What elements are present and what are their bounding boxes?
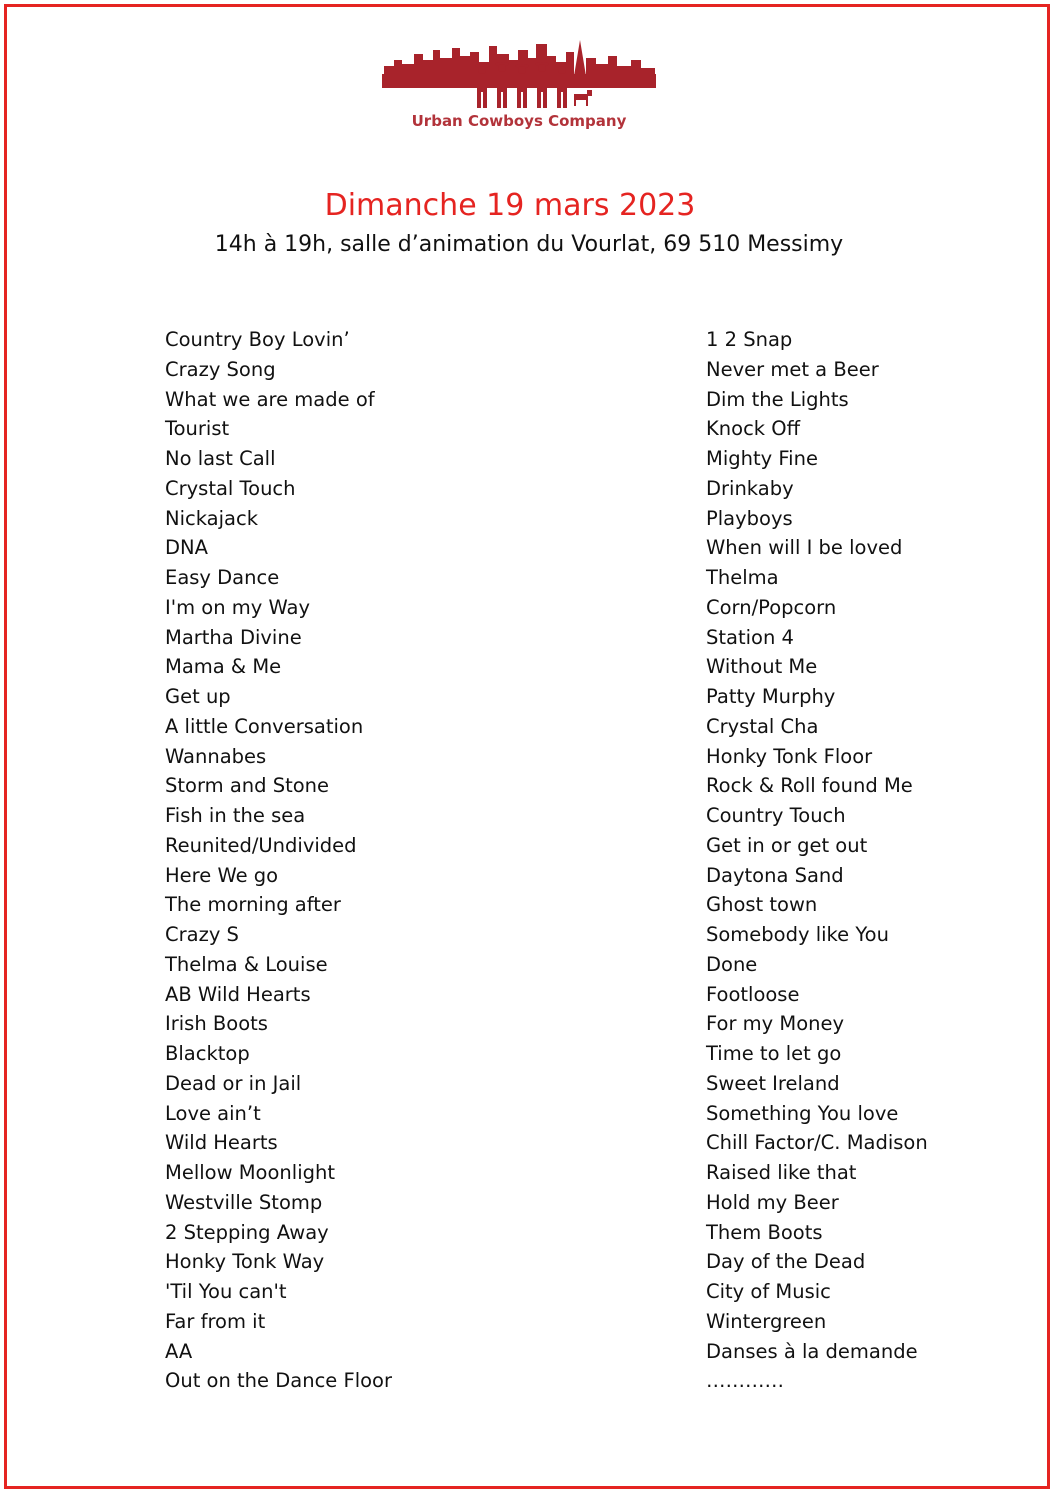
dance-item: Thelma & Louise (165, 952, 328, 976)
dance-item: When will I be loved (706, 536, 903, 560)
dance-item: Reunited/Undivided (165, 833, 357, 857)
dance-item: Rock & Roll found Me (706, 774, 913, 798)
dance-item: Wild Hearts (165, 1131, 278, 1155)
dance-item: 2 Stepping Away (165, 1220, 329, 1244)
dance-item: 'Til You can't (165, 1280, 287, 1303)
dance-item: DNA (165, 536, 208, 560)
dance-item: Knock Off (706, 417, 801, 441)
dance-item: Thelma (706, 566, 779, 589)
dance-item: Honky Tonk Way (165, 1250, 325, 1274)
dance-item: 1 2 Snap (706, 328, 793, 351)
dance-list-right (706, 325, 928, 1396)
dance-item: A little Conversation (165, 714, 364, 738)
dance-item: Crystal Cha (706, 714, 819, 738)
dance-item: Daytona Sand (706, 863, 844, 887)
dance-item: Out on the Dance Floor (165, 1369, 392, 1393)
dance-item: Without Me (706, 655, 818, 679)
dance-item: Tourist (165, 417, 230, 441)
event-subtitle: 14h à 19h, salle d’animation du Vourlat, 69 510 Messimy (214, 232, 844, 257)
dance-item: Mellow Moonlight (165, 1161, 335, 1184)
dance-item: Drinkaby (706, 476, 794, 500)
dance-item: Country Boy Lovin’ (165, 328, 350, 351)
dance-item: Danses à la demande (706, 1339, 918, 1363)
dance-item: Crazy S (165, 923, 239, 946)
dance-item: Patty Murphy (706, 685, 836, 708)
dance-item: Playboys (706, 506, 793, 530)
dance-item: Station 4 (706, 625, 794, 649)
dance-item: Done (706, 952, 758, 976)
dance-item: Ghost town (706, 893, 818, 917)
dance-item: Easy Dance (165, 566, 280, 589)
dance-item: AA (165, 1339, 193, 1363)
dance-item: Wannabes (165, 744, 267, 768)
dance-item: Mighty Fine (706, 447, 818, 470)
dance-item: Dim the Lights (706, 387, 849, 411)
dance-item: Crystal Touch (165, 476, 296, 500)
dance-item: Hold my Beer (706, 1190, 839, 1214)
dance-item: Nickajack (165, 506, 259, 530)
dance-item: Sweet Ireland (706, 1071, 840, 1095)
dance-item: Wintergreen (706, 1309, 827, 1333)
dance-item: AB Wild Hearts (165, 982, 311, 1006)
dance-item: Blacktop (165, 1042, 250, 1065)
dance-item: ………… (706, 1369, 784, 1393)
dance-item: The morning after (165, 893, 341, 917)
dance-item: Honky Tonk Floor (706, 744, 873, 768)
logo (378, 36, 660, 142)
dance-item: Fish in the sea (165, 804, 306, 827)
dance-item: Chill Factor/C. Madison (706, 1131, 928, 1155)
dance-item: Crazy Song (165, 357, 276, 381)
dance-item: Somebody like You (706, 923, 889, 946)
dance-item: Country Touch (706, 804, 846, 827)
dance-item: Raised like that (706, 1161, 857, 1184)
dance-item: Storm and Stone (165, 774, 330, 798)
dance-item: Footloose (706, 982, 800, 1006)
dance-item: Irish Boots (165, 1012, 268, 1036)
dance-item: Them Boots (706, 1220, 823, 1244)
dance-item: Here We go (165, 863, 279, 887)
dance-item: Mama & Me (165, 655, 282, 679)
dance-item: Day of the Dead (706, 1250, 866, 1274)
dance-item: Love ain’t (165, 1101, 261, 1125)
event-title: Dimanche 19 mars 2023 (324, 188, 696, 223)
dance-item: Get up (165, 685, 231, 708)
dance-item: What we are made of (165, 387, 375, 411)
dance-item: Westville Stomp (165, 1190, 323, 1214)
dance-item: Something You love (706, 1101, 899, 1125)
dance-item: Corn/Popcorn (706, 595, 837, 619)
dance-item: No last Call (165, 447, 276, 470)
dance-item: Dead or in Jail (165, 1071, 302, 1095)
dance-item: I'm on my Way (165, 595, 311, 619)
dance-item: Never met a Beer (706, 357, 879, 381)
dance-item: Far from it (165, 1309, 266, 1333)
dance-item: For my Money (706, 1012, 845, 1036)
dance-list-left (165, 325, 392, 1396)
dance-item: City of Music (706, 1280, 831, 1303)
city-skyline-cowboys-logo-icon (378, 36, 660, 112)
brand-name: Urban Cowboys Company (411, 112, 627, 130)
dance-item: Time to let go (706, 1042, 842, 1065)
dance-item: Martha Divine (165, 625, 302, 649)
dance-item: Get in or get out (706, 833, 868, 857)
